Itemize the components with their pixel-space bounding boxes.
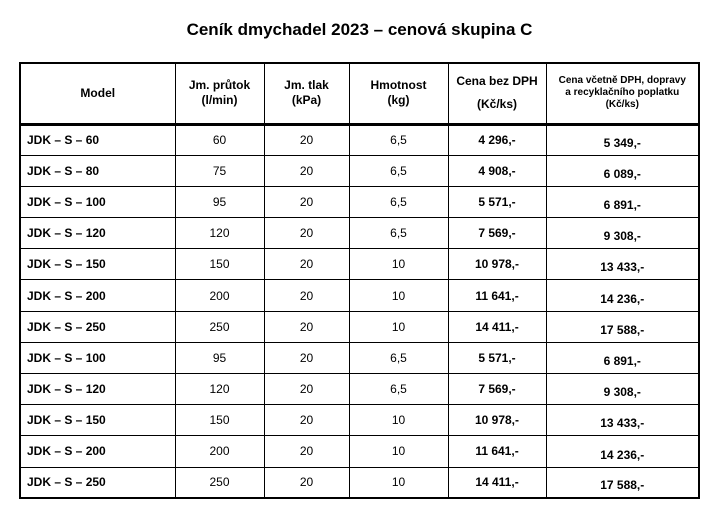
cell-flow: 150	[175, 249, 264, 280]
cell-weight: 10	[349, 405, 448, 436]
table-row	[20, 436, 699, 467]
cell-pressure: 20	[264, 218, 349, 249]
cell-weight: 10	[349, 249, 448, 280]
cell-weight: 10	[349, 467, 448, 498]
header-weight: Hmotnost (kg)	[349, 63, 448, 124]
cell-flow: 150	[175, 405, 264, 436]
cell-flow: 120	[175, 374, 264, 405]
cell-model: JDK – S – 150	[20, 405, 175, 436]
table-row	[20, 311, 699, 342]
cell-flow: 200	[175, 280, 264, 311]
cell-price-total: 6 891,-	[546, 342, 699, 373]
cell-weight: 6,5	[349, 124, 448, 155]
cell-pressure: 20	[264, 342, 349, 373]
table-body	[20, 124, 699, 498]
table-row	[20, 374, 699, 405]
cell-price: 10 978,-	[448, 249, 546, 280]
header-pressure: Jm. tlak (kPa)	[264, 63, 349, 124]
cell-weight: 6,5	[349, 186, 448, 217]
cell-price-total: 9 308,-	[546, 374, 699, 405]
cell-price: 10 978,-	[448, 405, 546, 436]
cell-model: JDK – S – 120	[20, 374, 175, 405]
cell-weight: 6,5	[349, 342, 448, 373]
cell-pressure: 20	[264, 249, 349, 280]
cell-flow: 250	[175, 311, 264, 342]
cell-flow: 95	[175, 186, 264, 217]
cell-price-total: 14 236,-	[546, 436, 699, 467]
cell-flow: 75	[175, 155, 264, 186]
header-price-total: Cena včetně DPH, dopravy a recyklačního poplatku (Kč/ks)	[546, 63, 699, 124]
table-row	[20, 124, 699, 155]
cell-pressure: 20	[264, 436, 349, 467]
cell-price: 5 571,-	[448, 342, 546, 373]
cell-weight: 6,5	[349, 155, 448, 186]
cell-pressure: 20	[264, 311, 349, 342]
cell-price: 4 296,-	[448, 124, 546, 155]
table-row	[20, 186, 699, 217]
cell-price: 4 908,-	[448, 155, 546, 186]
cell-price-total: 17 588,-	[546, 467, 699, 498]
table-row	[20, 218, 699, 249]
cell-price: 14 411,-	[448, 467, 546, 498]
cell-model: JDK – S – 100	[20, 342, 175, 373]
cell-flow: 60	[175, 124, 264, 155]
cell-model: JDK – S – 60	[20, 124, 175, 155]
cell-price: 11 641,-	[448, 280, 546, 311]
cell-pressure: 20	[264, 155, 349, 186]
cell-pressure: 20	[264, 124, 349, 155]
cell-weight: 10	[349, 311, 448, 342]
cell-weight: 6,5	[349, 218, 448, 249]
cell-pressure: 20	[264, 280, 349, 311]
table-row	[20, 405, 699, 436]
cell-model: JDK – S – 250	[20, 467, 175, 498]
cell-model: JDK – S – 200	[20, 280, 175, 311]
cell-price-total: 17 588,-	[546, 311, 699, 342]
table-header	[20, 63, 699, 124]
table-row	[20, 155, 699, 186]
table-row	[20, 342, 699, 373]
cell-price-total: 6 891,-	[546, 186, 699, 217]
cell-price-total: 13 433,-	[546, 249, 699, 280]
cell-model: JDK – S – 100	[20, 186, 175, 217]
cell-price-total: 5 349,-	[546, 124, 699, 155]
cell-pressure: 20	[264, 186, 349, 217]
cell-pressure: 20	[264, 467, 349, 498]
cell-price-total: 6 089,-	[546, 155, 699, 186]
cell-price: 11 641,-	[448, 436, 546, 467]
cell-model: JDK – S – 80	[20, 155, 175, 186]
page-title: Ceník dmychadel 2023 – cenová skupina C	[186, 20, 533, 39]
cell-pressure: 20	[264, 405, 349, 436]
cell-flow: 95	[175, 342, 264, 373]
cell-flow: 200	[175, 436, 264, 467]
cell-model: JDK – S – 150	[20, 249, 175, 280]
cell-price: 5 571,-	[448, 186, 546, 217]
cell-price-total: 13 433,-	[546, 405, 699, 436]
cell-price: 7 569,-	[448, 374, 546, 405]
cell-weight: 6,5	[349, 374, 448, 405]
cell-model: JDK – S – 120	[20, 218, 175, 249]
cell-price: 14 411,-	[448, 311, 546, 342]
cell-model: JDK – S – 250	[20, 311, 175, 342]
table-row	[20, 280, 699, 311]
cell-weight: 10	[349, 280, 448, 311]
table-row	[20, 467, 699, 498]
header-price: Cena bez DPH (Kč/ks)	[448, 63, 546, 124]
cell-price: 7 569,-	[448, 218, 546, 249]
price-table	[19, 62, 700, 499]
cell-price-total: 14 236,-	[546, 280, 699, 311]
header-model: Model	[20, 63, 175, 124]
cell-price-total: 9 308,-	[546, 218, 699, 249]
table-row	[20, 249, 699, 280]
cell-flow: 120	[175, 218, 264, 249]
cell-model: JDK – S – 200	[20, 436, 175, 467]
cell-weight: 10	[349, 436, 448, 467]
cell-pressure: 20	[264, 374, 349, 405]
cell-flow: 250	[175, 467, 264, 498]
header-flow: Jm. průtok (l/min)	[175, 63, 264, 124]
